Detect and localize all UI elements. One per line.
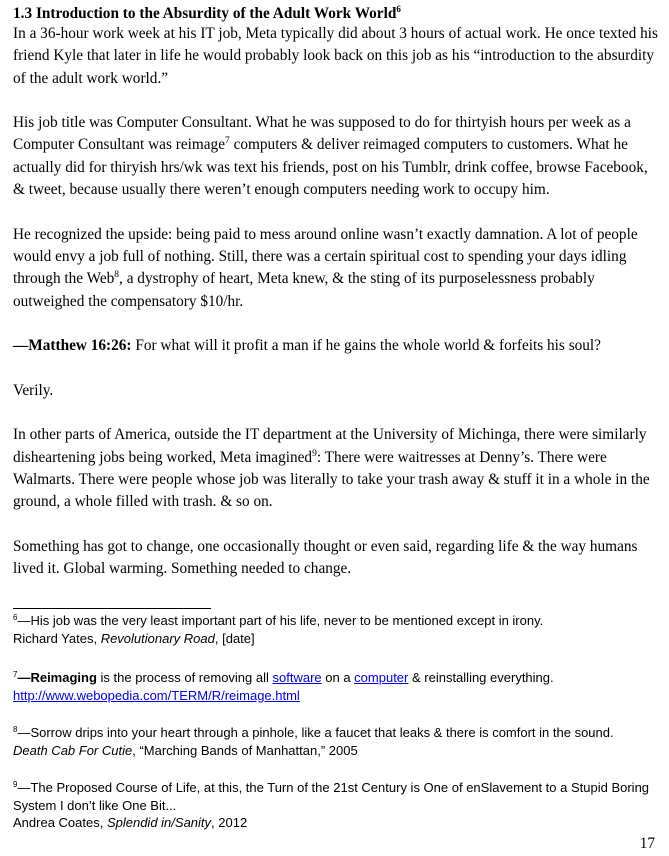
footnote-number: 7	[13, 670, 18, 679]
footnote-8	[13, 724, 614, 759]
footnote-number: 8	[13, 725, 18, 734]
footnote-7	[13, 669, 554, 704]
paragraph-quote	[13, 335, 658, 357]
paragraph-7: Something has got to change, one occasionally thought or even said, regarding life & the way humans lived it. Global warming. Something needed to change.	[13, 537, 638, 578]
paragraph-5: Verily.	[13, 381, 54, 399]
footnote-tail: , “Marching Bands of Manhattan,” 2005	[132, 742, 358, 758]
section-heading	[13, 4, 658, 23]
footnote-text: —The Proposed Course of Life, at this, the Turn of the 21st Century is One of enSlavement to a Stupid Boring System I don’t like One Bit...	[13, 780, 650, 813]
section-title: 1.3 Introduction to the Absurdity of the Adult Work World	[13, 5, 397, 22]
paragraph-3-text-a: He recognized the upside: being paid to mess around online wasn’t exactly damnation. A lot of people would envy a job full of nothing. Still, there was a certain spiritual cost to spending your days idling through the Web	[13, 225, 638, 288]
footnote-ref-9[interactable]: 9	[312, 448, 317, 459]
footnote-text: on a	[321, 670, 355, 685]
footnote-work-title: Death Cab For Cutie	[13, 742, 133, 758]
quote-text: For what will it profit a man if he gains the whole world & forfeits his soul?	[131, 337, 601, 355]
footnote-term: —Reimaging	[17, 670, 97, 685]
paragraph-6-text-b: : There were waitresses at Denny’s. There were Walmarts. There were people whose job was literally to take your trash away & stuff it in a whole in the ground, a whole filled with trash. & so on.	[13, 448, 650, 511]
paragraph-6	[13, 424, 658, 513]
footnote-number: 9	[13, 780, 18, 789]
footnote-ref-7[interactable]: 7	[225, 136, 230, 147]
link-computer[interactable]: computer	[354, 670, 409, 685]
paragraph-2-text-a: His job title was Computer Consultant. What he was supposed to do for thirtyish hours per week as a Computer Consultant was reimage	[13, 114, 631, 154]
page-body	[13, 4, 658, 603]
footnote-text: —His job was the very least important part of his life, never to be mentioned except in irony.	[17, 613, 544, 628]
footnote-divider	[13, 608, 211, 609]
footnote-6	[13, 612, 543, 647]
paragraph-2-text-b: computers & deliver reimaged computers to customers. What he actually did for thiryish hrs/wk was text his friends, post on his Tumblr, drink coffee, browse Facebook, & tweet, because usually there weren’t enough computers needing work to occupy him.	[13, 136, 648, 199]
quote-citation: —Matthew 16:26:	[13, 337, 132, 355]
footnote-9	[13, 779, 653, 832]
paragraph-2	[13, 112, 658, 201]
footnote-tail: , [date]	[214, 630, 255, 646]
footnote-tail: , 2012	[211, 815, 248, 830]
footnote-text: —Sorrow drips into your heart through a pinhole, like a faucet that leaks & there is comfort in the sound.	[17, 725, 614, 740]
page-number: 17	[639, 835, 655, 852]
paragraph-3-text-b: , a dystrophy of heart, Meta knew, & the sting of its purposelessness probably outweighed the compensatory $10/hr.	[13, 270, 595, 310]
footnote-work-title: Splendid in/Sanity	[106, 815, 212, 830]
footnote-author: Andrea Coates,	[13, 815, 107, 830]
footnote-number: 6	[13, 613, 18, 622]
footnote-work-title: Revolutionary Road	[100, 630, 215, 646]
footnote-ref-6[interactable]: 6	[396, 4, 401, 14]
footnote-text: & reinstalling everything.	[408, 670, 554, 685]
footnote-author: Richard Yates,	[13, 630, 101, 646]
paragraph-6-text-a: In other parts of America, outside the IT department at the University of Michinga, there were similarly disheartening jobs being worked, Meta imagined	[13, 426, 647, 466]
link-software[interactable]: software	[272, 670, 322, 685]
paragraph-3	[13, 224, 658, 313]
footnote-ref-8[interactable]: 8	[114, 270, 120, 281]
link-webopedia[interactable]: http://www.webopedia.com/TERM/R/reimage.html	[13, 687, 300, 703]
footnote-text: is the process of removing all	[96, 670, 273, 685]
paragraph-1: In a 36-hour work week at his IT job, Meta typically did about 3 hours of actual work. He once texted his friend Kyle that later in life he would probably look back on this job as his “introduction to the absurdity of the adult work world.”	[13, 25, 658, 87]
